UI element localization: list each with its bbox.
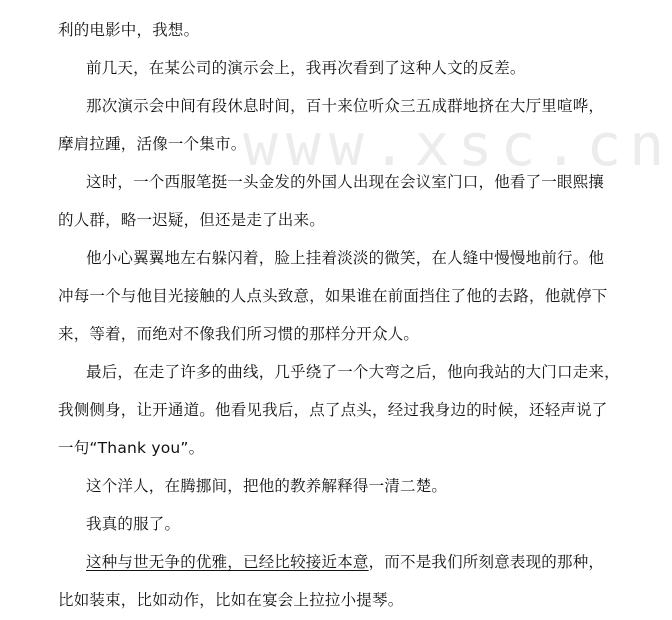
text-line-5: 这时，一个西服笔挺一头金发的外国人出现在会议室门口，他看了一眼熙攘 [86, 173, 605, 191]
text-line-1: 利的电影中，我想。 [58, 21, 200, 39]
text-line-3: 那次演示会中间有段休息时间，百十来位听众三五成群地挤在大厅里喧哗， [86, 97, 605, 115]
text-line-12: 一句“Thank you”。 [58, 439, 205, 457]
text-line-11: 我侧侧身，让开通道。他看见我后，点了点头，经过我身边的时候，还轻声说了 [58, 401, 608, 419]
text-line-15-rest: ，而不是我们所刻意表现的那种， [368, 553, 605, 571]
watermark: www.xsc.cn [243, 111, 672, 179]
text-line-15 [86, 552, 604, 572]
text-line-9: 来，等着，而绝对不像我们所习惯的那样分开众人。 [58, 325, 420, 343]
text-line-8: 冲每一个与他目光接触的人点头致意，如果谁在前面挡住了他的去路，他就停下 [58, 287, 608, 305]
text-line-16: 比如装束，比如动作，比如在宴会上拉拉小提琴。 [58, 591, 404, 609]
text-line-13: 这个洋人，在腾挪间，把他的教养解释得一清二楚。 [86, 477, 448, 495]
text-line-10: 最后，在走了许多的曲线，几乎绕了一个大弯之后，他向我站的大门口走来， [86, 363, 620, 381]
underlined-phrase: 这种与世无争的优雅，已经比较接近本意 [86, 553, 369, 571]
text-line-2: 前几天，在某公司的演示会上，我再次看到了这种人文的反差。 [86, 59, 526, 77]
text-line-14: 我真的服了。 [86, 515, 181, 533]
text-line-4: 摩肩拉踵，活像一个集市。 [58, 135, 247, 153]
text-line-7: 他小心翼翼地左右躲闪着，脸上挂着淡淡的微笑，在人缝中慢慢地前行。他 [86, 249, 605, 267]
text-line-6: 的人群，略一迟疑，但还是走了出来。 [58, 211, 325, 229]
